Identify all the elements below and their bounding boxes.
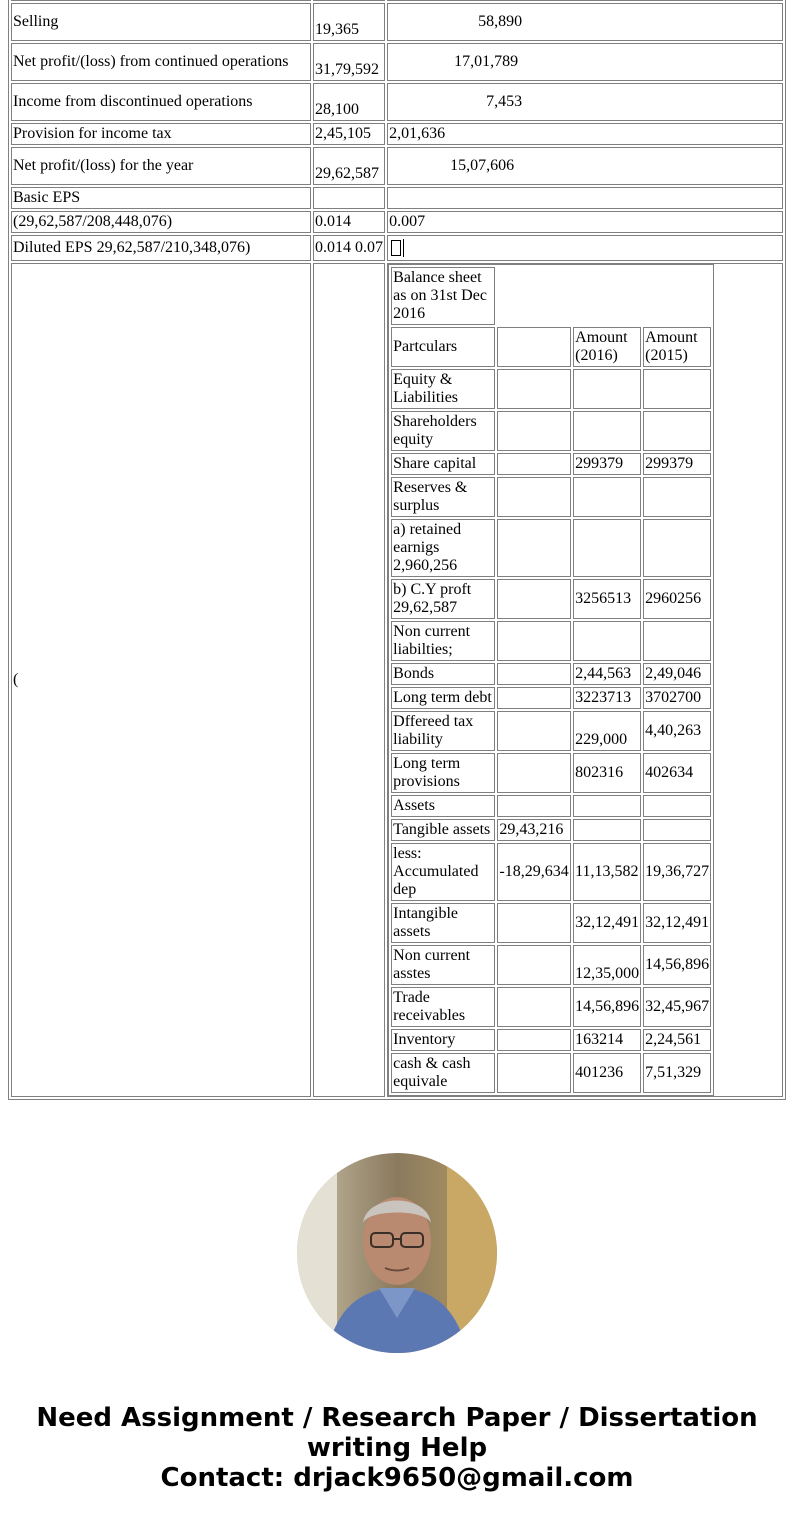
header-amount-2016: Amount (2016) [573,327,641,367]
row-amount-2015 [643,411,711,451]
row-value-2015: 7,453 [387,83,783,121]
row-col2 [497,903,571,943]
row-value-2016: 31,79,592 [313,43,385,81]
table-row [391,945,711,985]
row-col2 [497,579,571,619]
row-amount-2016 [573,411,641,451]
table-row [11,83,783,121]
row-label: Net profit/(loss) from continued operations [11,43,311,81]
row-label: Tangible assets [391,819,495,841]
row-value-2016: 29,62,587 [313,147,385,185]
row-amount-2016: 12,35,000 [573,945,641,985]
row-col2 [497,945,571,985]
contact-banner [0,1403,794,1493]
row-col2 [497,987,571,1027]
row-value-2016 [313,187,385,209]
table-row [391,819,711,841]
row-label: less: Accumulated dep [391,843,495,901]
row-label: Diluted EPS 29,62,587/210,348,076) [11,235,311,261]
balance-sheet-header [391,327,711,367]
table-row [391,1053,711,1093]
row-value-2015 [387,235,783,261]
row-col2 [497,621,571,661]
row-label: cash & cash equivale [391,1053,495,1093]
row-amount-2016 [573,819,641,841]
table-row [391,903,711,943]
row-label: Basic EPS [11,187,311,209]
row-value-2015: 2,01,636 [387,123,783,145]
row-label: Shareholders equity [391,411,495,451]
row-amount-2015 [643,477,711,517]
row-amount-2015 [643,621,711,661]
row-amount-2016: 14,56,896 [573,987,641,1027]
table-row [391,453,711,475]
table-row [391,1029,711,1051]
row-label: Dffereed tax liability [391,711,495,751]
header-amount-2015: Amount (2015) [643,327,711,367]
left-paren: ( [11,263,311,1097]
row-amount-2015 [643,519,711,577]
row-value-2016: 2,45,105 [313,123,385,145]
row-amount-2016: 299379 [573,453,641,475]
table-row [391,411,711,451]
balance-sheet-body [391,369,711,1093]
row-amount-2015: 299379 [643,453,711,475]
balance-sheet-title: Balance sheet as on 31st Dec 2016 [391,267,495,325]
row-value-2015: 17,01,789 [387,43,783,81]
row-value-2015: 15,07,606 [387,147,783,185]
row-label: Reserves & surplus [391,477,495,517]
table-row [391,687,711,709]
row-value-2015: 0.007 [387,211,783,233]
row-amount-2016: 3223713 [573,687,641,709]
balance-sheet-table [388,264,714,1096]
row-value-2016: 19,365 [313,3,385,41]
table-row [11,43,783,81]
row-amount-2016: 163214 [573,1029,641,1051]
row-label: Selling [11,3,311,41]
row-amount-2015: 402634 [643,753,711,793]
row-amount-2016: 32,12,491 [573,903,641,943]
row-label: Bonds [391,663,495,685]
row-label: Equity & Liabilities [391,369,495,409]
table-row [391,795,711,817]
row-amount-2015: 7,51,329 [643,1053,711,1093]
table-row [391,753,711,793]
row-amount-2015: 2,49,046 [643,663,711,685]
row-col2 [497,663,571,685]
table-row [11,211,783,233]
row-amount-2015: 2960256 [643,579,711,619]
row-amount-2015 [643,369,711,409]
table-row [391,579,711,619]
table-row [391,711,711,751]
row-amount-2016 [573,519,641,577]
row-amount-2015: 3702700 [643,687,711,709]
cut-row-v2015 [387,0,783,1]
table-row [391,663,711,685]
row-col2 [497,795,571,817]
row-amount-2015: 32,45,967 [643,987,711,1027]
table-row [391,519,711,577]
empty-cell [313,263,385,1097]
table-row [11,235,783,261]
row-col2 [497,477,571,517]
table-row [11,187,783,209]
row-label: Trade receivables [391,987,495,1027]
row-label: Income from discontinued operations [11,83,311,121]
row-value-2015 [387,187,783,209]
table-row [391,843,711,901]
row-col2 [497,369,571,409]
row-label: (29,62,587/208,448,076) [11,211,311,233]
row-amount-2016 [573,795,641,817]
table-row [391,369,711,409]
row-col2 [497,519,571,577]
row-col2 [497,711,571,751]
divider [403,239,404,257]
table-row [391,621,711,661]
cta-line2: Contact: drjack9650@gmail.com [160,1463,634,1493]
row-amount-2015: 32,12,491 [643,903,711,943]
balance-sheet-container [387,263,783,1097]
row-amount-2015: 2,24,561 [643,1029,711,1051]
person-photo-icon [297,1153,497,1353]
row-col2 [497,1053,571,1093]
row-label: Net profit/(loss) for the year [11,147,311,185]
row-label: Provision for income tax [11,123,311,145]
row-value-2015: 58,890 [387,3,783,41]
row-col2 [497,753,571,793]
table-row [11,3,783,41]
row-amount-2015: 4,40,263 [643,711,711,751]
row-amount-2016: 3256513 [573,579,641,619]
row-amount-2016: 11,13,582 [573,843,641,901]
row-amount-2015 [643,795,711,817]
row-amount-2016 [573,369,641,409]
row-col2: 29,43,216 [497,819,571,841]
cta-line1: Need Assignment / Research Paper / Dissertation writing Help [36,1403,758,1463]
row-label: Long term provisions [391,753,495,793]
row-label: Non current liabilties; [391,621,495,661]
row-amount-2015: 19,36,727 [643,843,711,901]
row-label: Non current asstes [391,945,495,985]
row-value-2016: 0.014 [313,211,385,233]
row-label: Assets [391,795,495,817]
row-amount-2015 [643,819,711,841]
row-col2 [497,687,571,709]
cut-row-v2016 [313,0,385,1]
row-col2 [497,1029,571,1051]
row-value-2016: 0.014 0.07 [313,235,385,261]
row-label: Long term debt [391,687,495,709]
row-amount-2016: 2,44,563 [573,663,641,685]
row-label: Intangible assets [391,903,495,943]
income-statement-table [8,0,786,1100]
row-amount-2016: 229,000 [573,711,641,751]
row-amount-2016: 401236 [573,1053,641,1093]
balance-sheet-title-row [391,267,711,325]
broken-image-icon [391,240,401,256]
row-value-2016: 28,100 [313,83,385,121]
row-amount-2016 [573,477,641,517]
table-row [391,477,711,517]
row-label: Inventory [391,1029,495,1051]
row-label: b) C.Y proft 29,62,587 [391,579,495,619]
row-col2: -18,29,634 [497,843,571,901]
table-row [11,147,783,185]
cut-row-label [11,0,311,1]
empty-cell [497,267,711,325]
row-label: a) retained earnigs 2,960,256 [391,519,495,577]
row-col2 [497,453,571,475]
row-col2 [497,411,571,451]
author-photo [297,1153,497,1353]
row-amount-2015: 14,56,896 [643,945,711,985]
header-col2 [497,327,571,367]
balance-sheet-row [11,263,783,1097]
header-particulars: Partculars [391,327,495,367]
table-row [11,123,783,145]
table-row [391,987,711,1027]
row-amount-2016 [573,621,641,661]
row-label: Share capital [391,453,495,475]
row-amount-2016: 802316 [573,753,641,793]
